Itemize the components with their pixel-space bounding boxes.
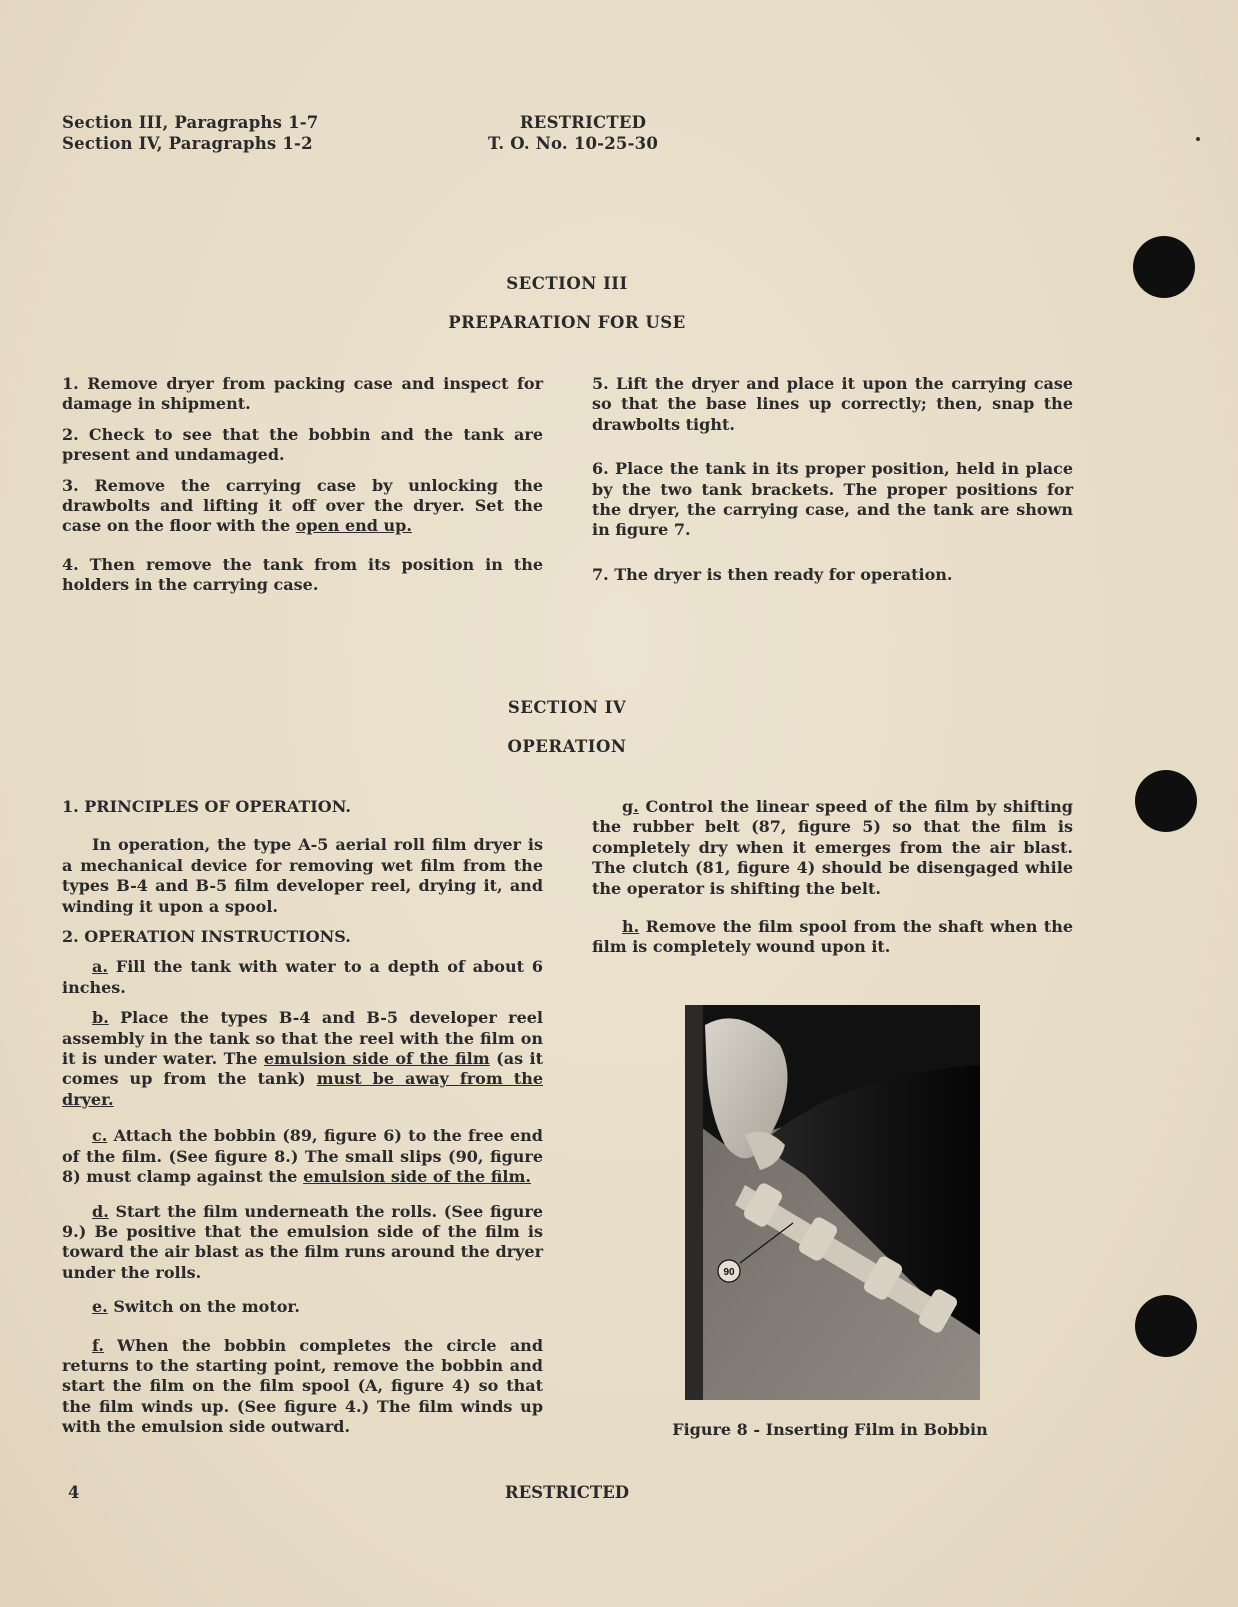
step-7: 7. The dryer is then ready for operation. (592, 564, 953, 584)
instruction-h: h. Remove the film spool from the shaft when the film is completely wound upon it. (592, 917, 1073, 957)
instruction-b: b. Place the types B-4 and B-5 developer reel assembly in the tank so that the reel with the film on it is under water. The emulsion side of the film (as it comes up from the tank) must be away from the dryer. (62, 1008, 544, 1109)
instruction-d: d. Start the film underneath the rolls. (See figure 9.) Be positive that the emulsion side of the film is toward the air blast as the film runs around the dryer under the rolls. (62, 1201, 543, 1282)
header-section-iv-paragraphs: Section IV, Paragraphs 1-2 (62, 134, 313, 153)
header-section-iii-paragraphs: Section III, Paragraphs 1-7 (62, 113, 319, 132)
section-iv-right-column (592, 797, 1073, 968)
page-number: 4 (68, 1483, 80, 1502)
principles-text: In operation, the type A-5 aerial roll film dryer is a mechanical device for removing wet film from the types B-4 and B-5 film developer reel, drying it, and winding it upon a spool. (62, 835, 543, 916)
instruction-f: f. When the bobbin completes the circle and returns to the starting point, remove the bobbin and start the film on the film spool (A, figure 4) so that the film winds up. (See figure 4.) The film winds up with the emulsion side outward. (62, 1335, 543, 1437)
step-3: 3. Remove the carrying case by unlocking the drawbolts and lifting it off over the dryer. Set the case on the floor with the open end up. (62, 475, 543, 536)
section-iii-right-column (592, 374, 1073, 595)
figure-8-photo (685, 1005, 980, 1400)
header-to-number: T. O. No. 10-25-30 (488, 134, 659, 153)
instruction-e: e. Switch on the motor. (92, 1297, 300, 1317)
footer-classification: RESTRICTED (504, 1483, 630, 1502)
step-5: 5. Lift the dryer and place it upon the carrying case so that the base lines up correctly; then, snap the drawbolts tight. (592, 374, 1073, 434)
header-center (488, 112, 658, 154)
section-iv-title: SECTION IV (507, 698, 627, 717)
section-iii-left-column (62, 374, 543, 606)
header-classification: RESTRICTED (519, 113, 647, 132)
step-1: 1. Remove dryer from packing case and inspect for damage in shipment. (62, 374, 543, 414)
section-iv-subtitle: OPERATION (507, 737, 627, 756)
instruction-c: c. Attach the bobbin (89, figure 6) to the free end of the film. (See figure 8.) The small slips (90, figure 8) must clamp against the emulsion side of the film. (62, 1126, 543, 1187)
instruction-a: a. Fill the tank with water to a depth of about 6 inches. (62, 957, 543, 997)
bobbin-photo-illustration (685, 1005, 980, 1400)
binder-hole-middle (1135, 770, 1197, 832)
binder-hole-top (1133, 236, 1195, 298)
principles-heading: 1. PRINCIPLES OF OPERATION. (62, 797, 351, 816)
callout-90-label: 90 (723, 1267, 735, 1278)
figure-8-caption: Figure 8 - Inserting Film in Bobbin (672, 1420, 988, 1439)
binder-hole-bottom (1135, 1295, 1197, 1357)
section-iii-subtitle: PREPARATION FOR USE (448, 313, 686, 332)
open-end-up-emphasis: open end up. (295, 516, 412, 536)
speck-mark (1196, 137, 1200, 141)
section-iii-title: SECTION III (506, 274, 628, 293)
step-6: 6. Place the tank in its proper position, held in place by the two tank brackets. The proper positions for the dryer, the carrying case, and the tank are shown in figure 7. (592, 459, 1073, 540)
header-left (62, 112, 318, 154)
instructions-heading: 2. OPERATION INSTRUCTIONS. (62, 927, 351, 947)
step-2: 2. Check to see that the bobbin and the tank are present and undamaged. (62, 424, 543, 465)
section-iv-left-column (62, 797, 543, 1448)
instruction-g: g. Control the linear speed of the film by shifting the rubber belt (87, figure 5) so that the film is completely dry when it emerges from the air blast. The clutch (81, figure 4) should be disengaged while the operator is shifting the belt. (592, 797, 1073, 898)
step-4: 4. Then remove the tank from its position in the holders in the carrying case. (62, 554, 543, 595)
